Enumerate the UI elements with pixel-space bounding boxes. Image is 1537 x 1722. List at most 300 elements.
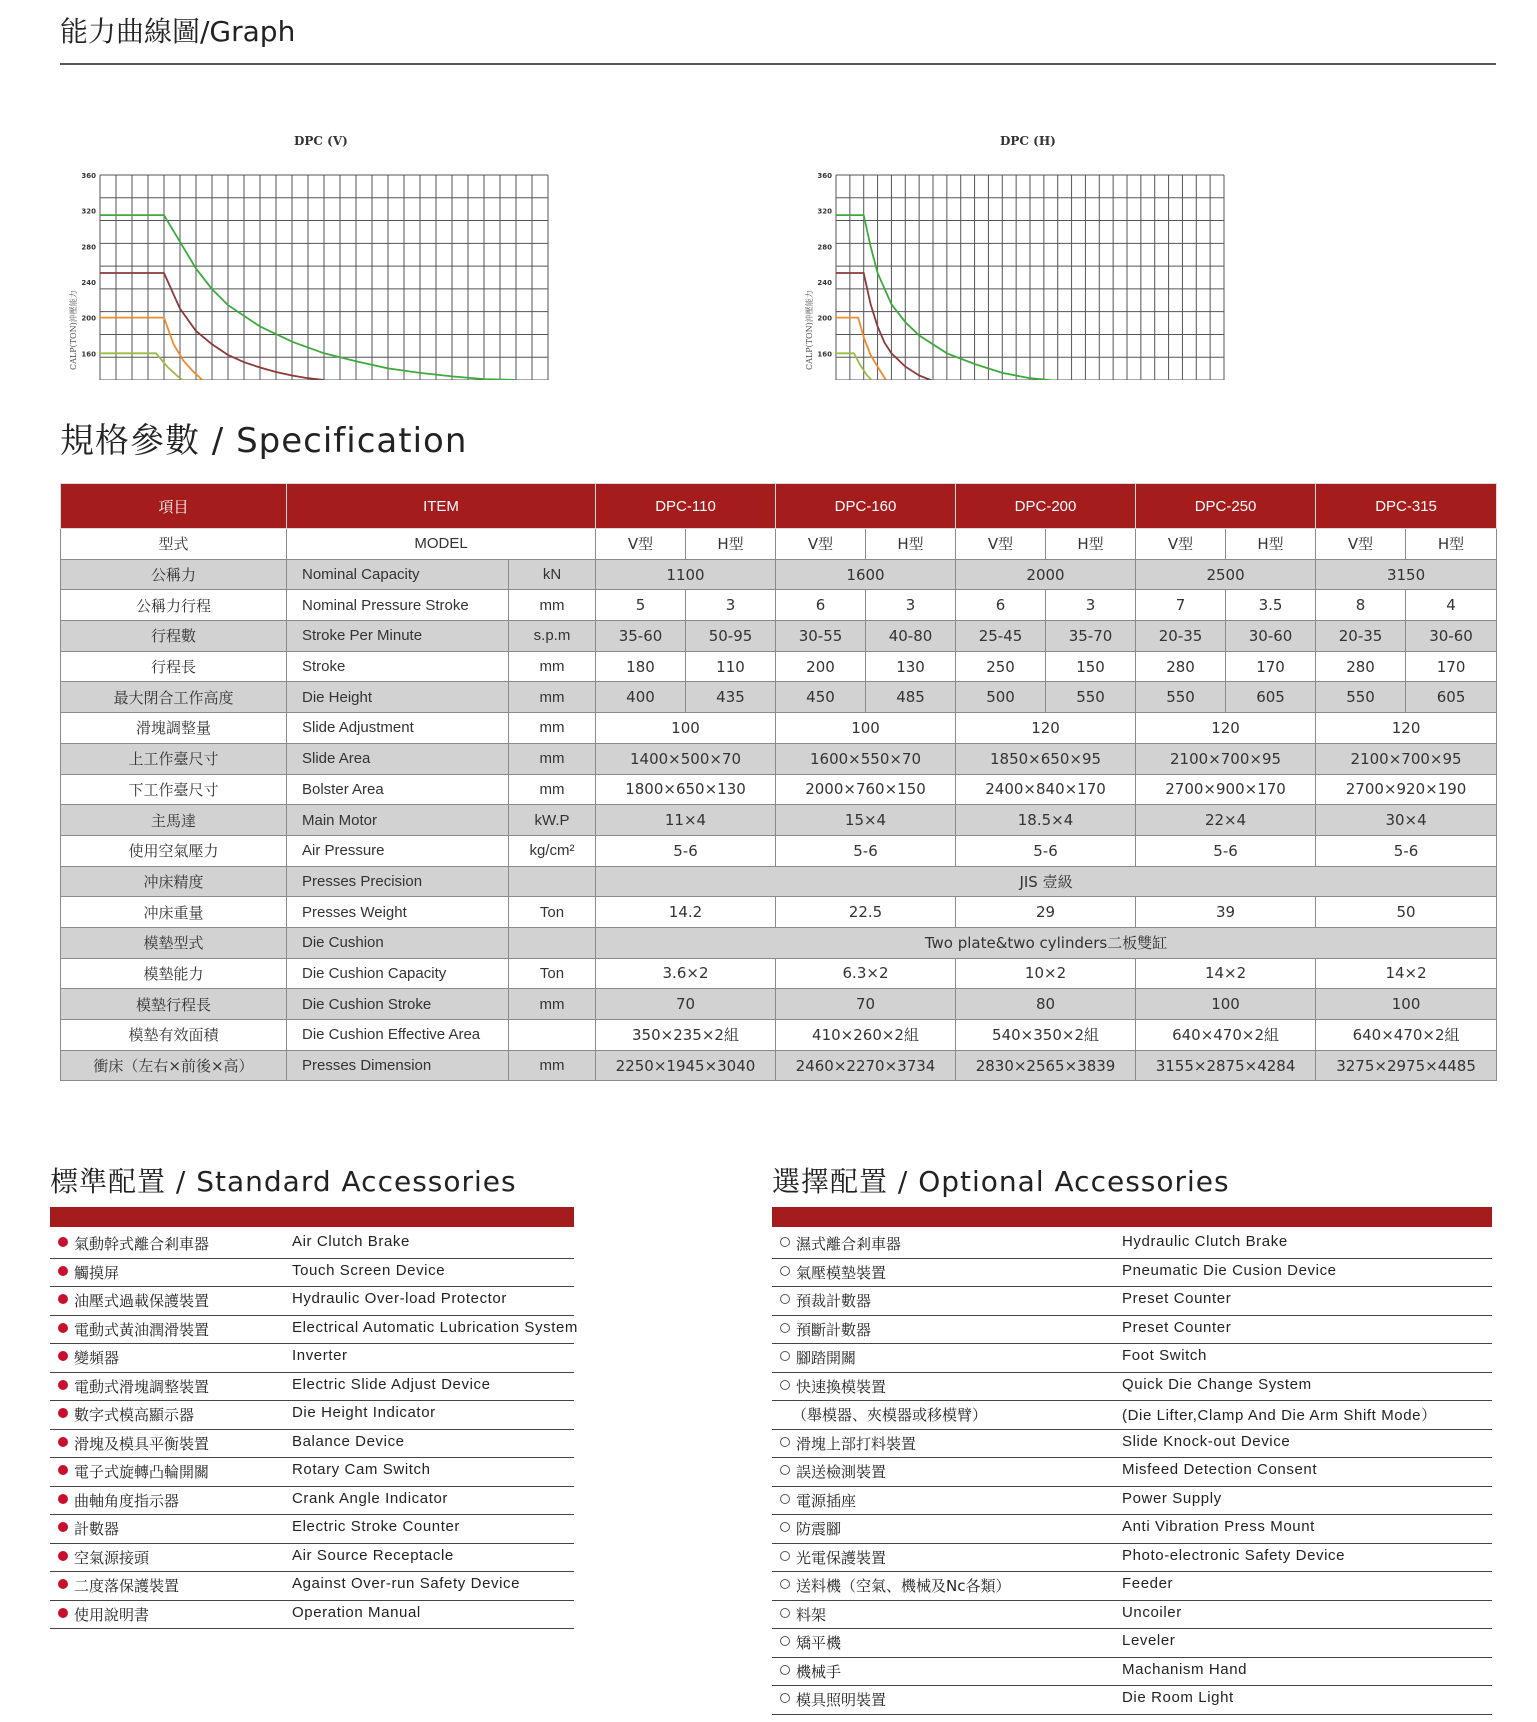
hollow-bullet-icon	[780, 1551, 790, 1561]
spec-value-cell: 2250×1945×3040	[596, 1050, 776, 1081]
spec-value-cell: 14.2	[596, 897, 776, 928]
standard-accessories-bar	[50, 1207, 574, 1227]
accessory-name-en: Air Clutch Brake	[292, 1233, 410, 1250]
accessory-name-en: Uncoiler	[1122, 1603, 1182, 1621]
optional-accessories-list	[772, 1230, 1492, 1715]
spec-row-label-zh: 主馬達	[61, 805, 287, 836]
spec-row	[61, 897, 1497, 928]
spec-value-cell: 1600	[776, 559, 956, 590]
filled-bullet-icon	[58, 1608, 68, 1618]
accessory-item	[50, 1430, 574, 1459]
spec-value-cell: 1800×650×130	[596, 774, 776, 805]
spec-value-cell: 1100	[596, 559, 776, 590]
y-tick-label: 200	[817, 314, 832, 323]
accessory-item	[50, 1259, 574, 1288]
accessory-item	[772, 1458, 1492, 1487]
hollow-bullet-icon	[780, 1465, 790, 1475]
spec-value-cell: 2000	[956, 559, 1136, 590]
spec-value-cell: 1600×550×70	[776, 743, 956, 774]
filled-bullet-icon	[58, 1237, 68, 1247]
header-model: DPC-160	[776, 484, 956, 529]
spec-value-cell: 3275×2975×4485	[1316, 1050, 1497, 1081]
accessory-item	[50, 1344, 574, 1373]
y-tick-label: 360	[81, 172, 96, 180]
spec-value-cell: 1400×500×70	[596, 743, 776, 774]
spec-value-cell: 30-60	[1406, 621, 1497, 652]
spec-value-cell: 3155×2875×4284	[1136, 1050, 1316, 1081]
spec-row-unit	[509, 866, 596, 897]
filled-bullet-icon	[58, 1551, 68, 1561]
filled-bullet-icon	[58, 1380, 68, 1390]
spec-row	[61, 621, 1497, 652]
spec-row-unit: Ton	[509, 958, 596, 989]
spec-value-cell: 39	[1136, 897, 1316, 928]
accessory-item	[50, 1601, 574, 1630]
accessory-name-en: Crank Angle Indicator	[292, 1489, 449, 1507]
spec-value-cell: 6	[956, 590, 1046, 621]
accessory-item	[772, 1373, 1492, 1402]
filled-bullet-icon	[58, 1579, 68, 1589]
hollow-bullet-icon	[780, 1522, 790, 1532]
spec-value-cell: 18.5×4	[956, 805, 1136, 836]
accessory-name-zh: 空氣源接頭	[74, 1548, 150, 1567]
spec-row-label-zh: 最大閉合工作高度	[61, 682, 287, 713]
accessory-name-en: Preset Counter	[1122, 1318, 1232, 1336]
spec-value-cell: 3.5	[1226, 590, 1316, 621]
spec-row-label-en: Die Cushion Stroke	[287, 989, 509, 1020]
filled-bullet-icon	[58, 1465, 68, 1475]
spec-row	[61, 835, 1497, 866]
spec-row-unit: mm	[509, 651, 596, 682]
spec-row-label-zh: 下工作臺尺寸	[61, 774, 287, 805]
accessory-name-zh: 電子式旋轉凸輪開關	[74, 1463, 210, 1481]
spec-row-label-zh: 行程數	[61, 621, 287, 652]
spec-value-cell: 5	[596, 590, 686, 621]
spec-value-cell: 130	[866, 651, 956, 682]
spec-row-label-zh: 模墊行程長	[61, 989, 287, 1020]
spec-row-label-zh: 冲床精度	[61, 866, 287, 897]
spec-value-cell: 50	[1316, 897, 1497, 928]
spec-value-cell: 400	[596, 682, 686, 713]
spec-row-label-en: Nominal Capacity	[287, 559, 509, 590]
spec-row-unit: mm	[509, 774, 596, 805]
hollow-bullet-icon	[780, 1380, 790, 1390]
spec-value-cell: 5-6	[776, 835, 956, 866]
spec-value-cell: 25-45	[956, 621, 1046, 652]
spec-value-cell: 640×470×2組	[1316, 1020, 1497, 1051]
spec-value-cell: 280	[1136, 651, 1226, 682]
spec-row	[61, 590, 1497, 621]
accessory-name-zh: 變頻器	[74, 1349, 120, 1367]
spec-row	[61, 529, 1497, 560]
y-tick-label: 360	[817, 172, 832, 180]
spec-value-cell: 29	[956, 897, 1136, 928]
spec-row-label-en: Main Motor	[287, 805, 509, 836]
accessory-name-en: Misfeed Detection Consent	[1122, 1461, 1318, 1478]
accessory-name-zh: 送料機（空氣、機械及Nc各類）	[796, 1577, 1011, 1595]
accessory-item	[772, 1629, 1492, 1658]
y-tick-label: 240	[81, 278, 96, 287]
spec-row-label-zh: 模墊型式	[61, 927, 287, 958]
accessory-item	[50, 1316, 579, 1345]
accessory-name-zh: 預裁計數器	[796, 1292, 872, 1310]
accessory-item	[772, 1572, 1492, 1601]
graph-title-divider	[60, 63, 1496, 65]
accessory-item	[50, 1230, 574, 1259]
filled-bullet-icon	[58, 1351, 68, 1361]
accessory-name-en: Touch Screen Device	[292, 1261, 446, 1279]
spec-value-cell: H型	[866, 529, 956, 560]
spec-value-cell: 5-6	[956, 835, 1136, 866]
spec-row-label-zh: 行程長	[61, 651, 287, 682]
accessory-name-en: Rotary Cam Switch	[292, 1461, 431, 1478]
spec-header-row	[61, 484, 1497, 529]
accessory-name-en: Against Over-run Safety Device	[292, 1575, 521, 1592]
spec-value-cell: 5-6	[1136, 835, 1316, 866]
accessory-name-en: Hydraulic Clutch Brake	[1122, 1233, 1288, 1250]
y-tick-label: 280	[81, 243, 96, 252]
accessory-item	[50, 1287, 574, 1316]
spec-value-cell: JIS 壹級	[596, 866, 1497, 897]
spec-value-cell: 605	[1226, 682, 1316, 713]
accessory-name-en: Preset Counter	[1122, 1290, 1232, 1307]
accessory-item	[772, 1686, 1492, 1715]
header-model: DPC-315	[1316, 484, 1497, 529]
spec-value-cell: 5-6	[1316, 835, 1497, 866]
spec-value-cell: 100	[1136, 989, 1316, 1020]
spec-value-cell: V型	[596, 529, 686, 560]
spec-row-label-zh: 使用空氣壓力	[61, 835, 287, 866]
spec-value-cell: 100	[596, 713, 776, 744]
spec-value-cell: 485	[866, 682, 956, 713]
header-model: DPC-110	[596, 484, 776, 529]
spec-row-label-en: Slide Area	[287, 743, 509, 774]
accessory-name-zh: 使用說明書	[74, 1605, 150, 1624]
spec-value-cell: 170	[1226, 651, 1316, 682]
accessory-name-zh: 料架	[796, 1605, 827, 1624]
header-item-zh: 項目	[61, 484, 287, 529]
spec-row	[61, 1020, 1497, 1051]
accessory-name-zh: 滑塊及模具平衡裝置	[74, 1434, 210, 1453]
chart-dpc-h	[800, 125, 1240, 380]
spec-value-cell: 640×470×2組	[1136, 1020, 1316, 1051]
spec-value-cell: 110	[686, 651, 776, 682]
hollow-bullet-icon	[780, 1351, 790, 1361]
spec-value-cell: 4	[1406, 590, 1497, 621]
hollow-bullet-icon	[780, 1693, 790, 1703]
accessory-item	[772, 1658, 1492, 1687]
accessory-name-zh: 模具照明裝置	[796, 1691, 887, 1709]
header-model: DPC-250	[1136, 484, 1316, 529]
spec-section-title: 規格參數 / Specification	[60, 421, 468, 461]
spec-table	[60, 483, 1497, 1081]
hollow-bullet-icon	[780, 1266, 790, 1276]
spec-row-label-en: Air Pressure	[287, 835, 509, 866]
hollow-bullet-icon	[780, 1237, 790, 1247]
accessory-name-zh: 曲軸角度指示器	[74, 1491, 180, 1510]
spec-row-label-en: Die Cushion Effective Area	[287, 1020, 509, 1051]
spec-value-cell: 2700×920×190	[1316, 774, 1497, 805]
accessory-name-en: Die Height Indicator	[292, 1404, 436, 1421]
spec-row	[61, 866, 1497, 897]
accessory-name-en: Die Room Light	[1122, 1689, 1234, 1706]
spec-value-cell: 2460×2270×3734	[776, 1050, 956, 1081]
spec-row	[61, 927, 1497, 958]
accessory-name-zh: 電動式滑塊調整裝置	[74, 1377, 210, 1396]
accessory-name-en: Pneumatic Die Cusion Device	[1122, 1261, 1337, 1279]
spec-value-cell: 70	[596, 989, 776, 1020]
accessory-name-zh: 觸摸屏	[74, 1263, 120, 1282]
spec-row-unit: mm	[509, 682, 596, 713]
chart-dpc-v	[60, 125, 580, 380]
spec-value-cell: H型	[686, 529, 776, 560]
spec-row-unit: s.p.m	[509, 621, 596, 652]
spec-value-cell: 30×4	[1316, 805, 1497, 836]
accessory-name-en: Air Source Receptacle	[292, 1546, 454, 1564]
spec-value-cell: 410×260×2組	[776, 1020, 956, 1051]
accessory-name-en: Inverter	[292, 1347, 348, 1364]
accessory-name-en: Balance Device	[292, 1432, 405, 1450]
spec-value-cell: Two plate&two cylinders二板雙缸	[596, 927, 1497, 958]
spec-value-cell: 11×4	[596, 805, 776, 836]
accessory-item	[772, 1487, 1492, 1516]
accessory-item	[772, 1601, 1492, 1630]
y-tick-label: 160	[817, 350, 832, 359]
y-tick-label: 240	[817, 278, 832, 287]
spec-row-unit: mm	[509, 989, 596, 1020]
y-tick-label: 320	[81, 207, 96, 216]
accessory-name-zh: 電動式黃油潤滑裝置	[74, 1320, 210, 1339]
accessory-name-en: Operation Manual	[292, 1603, 421, 1621]
spec-value-cell: V型	[776, 529, 866, 560]
spec-row-label-zh: 模墊有效面積	[61, 1020, 287, 1051]
spec-value-cell: 14×2	[1136, 958, 1316, 989]
spec-value-cell: 10×2	[956, 958, 1136, 989]
header-model: DPC-200	[956, 484, 1136, 529]
accessory-name-zh: 油壓式過載保護裝置	[74, 1292, 210, 1310]
accessory-name-zh: 滑塊上部打料裝置	[796, 1434, 917, 1453]
y-axis-label: CALP(TON)沖壓能力	[69, 290, 78, 370]
spec-row-label-zh: 型式	[61, 529, 287, 560]
spec-row-label-en: Presses Weight	[287, 897, 509, 928]
accessory-item	[772, 1515, 1492, 1544]
accessory-item	[772, 1344, 1492, 1373]
spec-value-cell: 15×4	[776, 805, 956, 836]
accessory-name-zh: 二度落保護裝置	[74, 1577, 180, 1595]
spec-row-unit: Ton	[509, 897, 596, 928]
accessory-name-zh: 腳踏開關	[796, 1349, 857, 1367]
accessory-name-en: Hydraulic Over-load Protector	[292, 1290, 507, 1307]
spec-value-cell: 3	[686, 590, 776, 621]
spec-value-cell: 30-55	[776, 621, 866, 652]
series-line-dpc-200	[100, 318, 202, 380]
hollow-bullet-icon	[780, 1636, 790, 1646]
spec-value-cell: 6.3×2	[776, 958, 956, 989]
spec-row	[61, 743, 1497, 774]
spec-value-cell: 100	[776, 713, 956, 744]
accessory-name-zh: 光電保護裝置	[796, 1548, 887, 1567]
accessory-name-zh: 矯平機	[796, 1634, 842, 1652]
accessory-item	[772, 1287, 1492, 1316]
spec-value-cell: 8	[1316, 590, 1406, 621]
spec-row-label-zh: 冲床重量	[61, 897, 287, 928]
optional-accessories-bar	[772, 1207, 1492, 1227]
spec-value-cell: 22.5	[776, 897, 956, 928]
spec-value-cell: 14×2	[1316, 958, 1497, 989]
spec-value-cell: 22×4	[1136, 805, 1316, 836]
filled-bullet-icon	[58, 1522, 68, 1532]
spec-value-cell: 450	[776, 682, 866, 713]
spec-value-cell: 2400×840×170	[956, 774, 1136, 805]
accessory-item	[50, 1487, 574, 1516]
spec-value-cell: 7	[1136, 590, 1226, 621]
spec-row-unit	[509, 1020, 596, 1051]
spec-value-cell: 1850×650×95	[956, 743, 1136, 774]
spec-value-cell: 80	[956, 989, 1136, 1020]
y-tick-label: 160	[81, 350, 96, 359]
spec-row-label-en: Bolster Area	[287, 774, 509, 805]
spec-row-label-en: Presses Precision	[287, 866, 509, 897]
accessory-item	[50, 1544, 574, 1573]
accessory-name-en: Power Supply	[1122, 1489, 1222, 1507]
spec-row-label-en: Stroke	[287, 651, 509, 682]
spec-row-label-en: Slide Adjustment	[287, 713, 509, 744]
spec-value-cell: 20-35	[1136, 621, 1226, 652]
accessory-name-en: Leveler	[1122, 1632, 1176, 1649]
accessory-name-en: Anti Vibration Press Mount	[1122, 1518, 1315, 1535]
accessory-name-zh: 計數器	[74, 1520, 120, 1538]
accessory-name-zh: 數字式模高顯示器	[74, 1406, 195, 1424]
spec-value-cell: V型	[956, 529, 1046, 560]
spec-value-cell: 500	[956, 682, 1046, 713]
accessory-item	[772, 1401, 1492, 1430]
y-tick-label: 200	[81, 314, 96, 323]
filled-bullet-icon	[58, 1494, 68, 1504]
spec-value-cell: 120	[1136, 713, 1316, 744]
hollow-bullet-icon	[780, 1665, 790, 1675]
accessory-name-en: Quick Die Change System	[1122, 1375, 1312, 1393]
filled-bullet-icon	[58, 1408, 68, 1418]
standard-accessories-title: 標準配置 / Standard Accessories	[50, 1165, 517, 1198]
accessory-item	[772, 1544, 1492, 1573]
spec-row-label-zh: 上工作臺尺寸	[61, 743, 287, 774]
accessory-name-zh: 預斷計數器	[796, 1320, 872, 1339]
accessory-name-en: Machanism Hand	[1122, 1660, 1248, 1678]
hollow-bullet-icon	[780, 1579, 790, 1589]
spec-value-cell: H型	[1406, 529, 1497, 560]
spec-value-cell: 5-6	[596, 835, 776, 866]
spec-value-cell: V型	[1136, 529, 1226, 560]
hollow-bullet-icon	[780, 1437, 790, 1447]
accessory-name-zh: 誤送檢測裝置	[796, 1463, 887, 1481]
accessory-name-en: Electric Slide Adjust Device	[292, 1375, 491, 1393]
filled-bullet-icon	[58, 1294, 68, 1304]
spec-row-label-zh: 公稱力行程	[61, 590, 287, 621]
spec-row	[61, 989, 1497, 1020]
spec-value-cell: 30-60	[1226, 621, 1316, 652]
y-axis-label: CALP(TON)沖壓能力	[805, 290, 814, 370]
spec-value-cell: 6	[776, 590, 866, 621]
spec-row-unit: mm	[509, 590, 596, 621]
accessory-name-zh: 快速換模裝置	[796, 1377, 887, 1396]
spec-value-cell: 280	[1316, 651, 1406, 682]
spec-value-cell: 250	[956, 651, 1046, 682]
accessory-name-zh: （舉模器、夾模器或移模臂）	[792, 1406, 988, 1424]
accessory-name-zh: 防震腳	[796, 1520, 842, 1538]
spec-value-cell: 40-80	[866, 621, 956, 652]
spec-value-cell: 120	[1316, 713, 1497, 744]
spec-row-label-zh: 滑塊調整量	[61, 713, 287, 744]
spec-value-cell: 35-70	[1046, 621, 1136, 652]
optional-accessories-title: 選擇配置 / Optional Accessories	[772, 1165, 1230, 1198]
spec-value-cell: 200	[776, 651, 866, 682]
accessory-name-zh: 氣動幹式離合剎車器	[74, 1235, 210, 1253]
accessory-name-zh: 氣壓模墊裝置	[796, 1263, 887, 1282]
y-tick-label: 320	[817, 207, 832, 216]
spec-value-cell: 350×235×2組	[596, 1020, 776, 1051]
spec-row	[61, 682, 1497, 713]
spec-row-label-en: Presses Dimension	[287, 1050, 509, 1081]
spec-value-cell: H型	[1226, 529, 1316, 560]
spec-row	[61, 651, 1497, 682]
spec-value-cell: V型	[1316, 529, 1406, 560]
spec-row-label-en: Stroke Per Minute	[287, 621, 509, 652]
spec-value-cell: 3.6×2	[596, 958, 776, 989]
hollow-bullet-icon	[780, 1608, 790, 1618]
spec-value-cell: 2830×2565×3839	[956, 1050, 1136, 1081]
spec-value-cell: 605	[1406, 682, 1497, 713]
spec-row-label-zh: 模墊能力	[61, 958, 287, 989]
spec-row-unit: mm	[509, 713, 596, 744]
spec-value-cell: 3	[1046, 590, 1136, 621]
spec-row-unit: mm	[509, 743, 596, 774]
spec-row-label-zh: 衝床（左右×前後×高）	[61, 1050, 287, 1081]
accessory-item	[772, 1259, 1492, 1288]
accessory-item	[772, 1230, 1492, 1259]
accessory-name-en: Foot Switch	[1122, 1347, 1207, 1364]
spec-value-cell: 550	[1046, 682, 1136, 713]
spec-row-label-en: Die Height	[287, 682, 509, 713]
spec-value-cell: 3	[866, 590, 956, 621]
accessory-name-zh: 電源插座	[796, 1491, 857, 1510]
spec-value-cell: 2100×700×95	[1316, 743, 1497, 774]
spec-row-unit: kg/cm²	[509, 835, 596, 866]
spec-row	[61, 713, 1497, 744]
filled-bullet-icon	[58, 1266, 68, 1276]
spec-row-unit: kW.P	[509, 805, 596, 836]
spec-value-cell: 550	[1136, 682, 1226, 713]
accessory-name-en: Electrical Automatic Lubrication System	[292, 1318, 579, 1336]
spec-value-cell: H型	[1046, 529, 1136, 560]
spec-row-unit: mm	[509, 1050, 596, 1081]
accessory-item	[50, 1373, 574, 1402]
filled-bullet-icon	[58, 1437, 68, 1447]
spec-row	[61, 1050, 1497, 1081]
accessory-name-en: (Die Lifter,Clamp And Die Arm Shift Mode）	[1122, 1407, 1437, 1424]
spec-row-label-en: Nominal Pressure Stroke	[287, 590, 509, 621]
spec-row-label-en: MODEL	[287, 529, 596, 560]
spec-row-label-zh: 公稱力	[61, 559, 287, 590]
spec-value-cell: 2500	[1136, 559, 1316, 590]
standard-accessories-list	[50, 1230, 579, 1635]
spec-row	[61, 774, 1497, 805]
header-item-en: ITEM	[287, 484, 596, 529]
chart-title: DPC (H)	[1000, 134, 1056, 148]
spec-value-cell: 2700×900×170	[1136, 774, 1316, 805]
accessory-name-en: Feeder	[1122, 1575, 1174, 1592]
accessory-name-zh: 濕式離合剎車器	[796, 1235, 902, 1253]
accessory-item	[50, 1401, 574, 1430]
